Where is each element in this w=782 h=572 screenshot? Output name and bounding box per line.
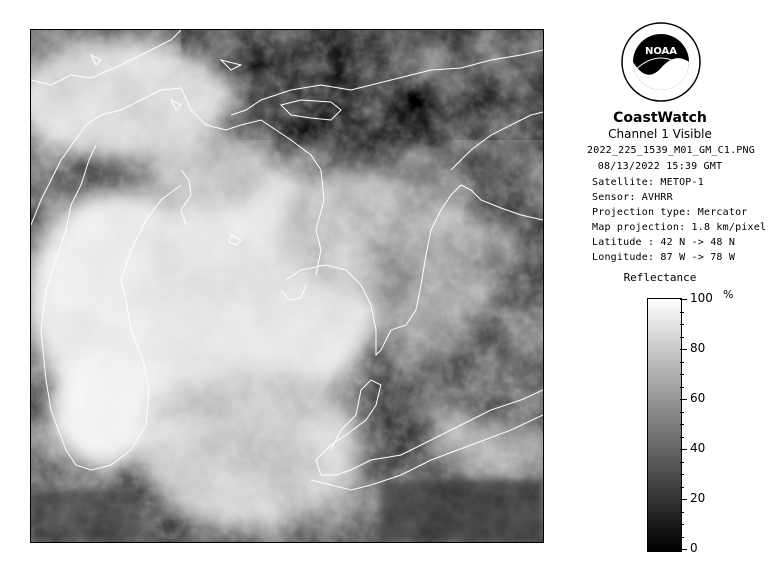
- colorbar-tick-label: 40: [690, 441, 706, 455]
- colorbar-tick: [680, 549, 687, 550]
- noaa-logo-icon: [621, 22, 701, 102]
- legend-unit: %: [723, 288, 734, 301]
- colorbar-tick-label: 100: [690, 291, 713, 305]
- colorbar-tick: [680, 437, 684, 438]
- colorbar-tick: [680, 424, 684, 425]
- longitude: Longitude: 87 W -> 78 W: [592, 252, 736, 263]
- colorbar-tick: [680, 524, 684, 525]
- colorbar-tick-label: 20: [690, 491, 706, 505]
- legend-title: Reflectance: [623, 271, 697, 284]
- colorbar-tick: [680, 399, 687, 400]
- projection-type: Projection type: Mercator: [592, 207, 748, 218]
- colorbar-tick: [680, 449, 687, 450]
- colorbar-tick: [680, 374, 684, 375]
- colorbar-tick: [680, 474, 684, 475]
- reflectance-colorbar: [647, 298, 682, 552]
- satellite: Satellite: METOP-1: [592, 177, 704, 188]
- colorbar-tick-label: 80: [690, 341, 706, 355]
- colorbar-tick: [680, 537, 684, 538]
- colorbar-tick: [680, 462, 684, 463]
- colorbar-tick: [680, 362, 684, 363]
- colorbar-tick: [680, 349, 687, 350]
- datetime: 08/13/2022 15:39 GMT: [597, 161, 723, 172]
- filename: 2022_225_1539_M01_GM_C1.PNG: [587, 145, 755, 156]
- satellite-map: [30, 29, 544, 543]
- colorbar-tick: [680, 512, 684, 513]
- brand-title: CoastWatch: [613, 110, 707, 126]
- colorbar-tick: [680, 299, 687, 300]
- logo-text: NOAA: [644, 46, 678, 57]
- satellite-image: [31, 30, 543, 542]
- colorbar-tick: [680, 499, 687, 500]
- colorbar-tick: [680, 387, 684, 388]
- latitude: Latitude : 42 N -> 48 N: [592, 237, 736, 248]
- colorbar-tick: [680, 337, 684, 338]
- info-panel: [560, 0, 782, 572]
- colorbar-tick: [680, 487, 684, 488]
- colorbar-tick-label: 0: [690, 541, 698, 555]
- map-projection: Map projection: 1.8 km/pixel: [592, 222, 767, 233]
- colorbar-tick: [680, 312, 684, 313]
- sensor: Sensor: AVHRR: [592, 192, 673, 203]
- colorbar-tick: [680, 324, 684, 325]
- channel-title: Channel 1 Visible: [608, 127, 712, 141]
- colorbar-tick: [680, 412, 684, 413]
- colorbar-tick-label: 60: [690, 391, 706, 405]
